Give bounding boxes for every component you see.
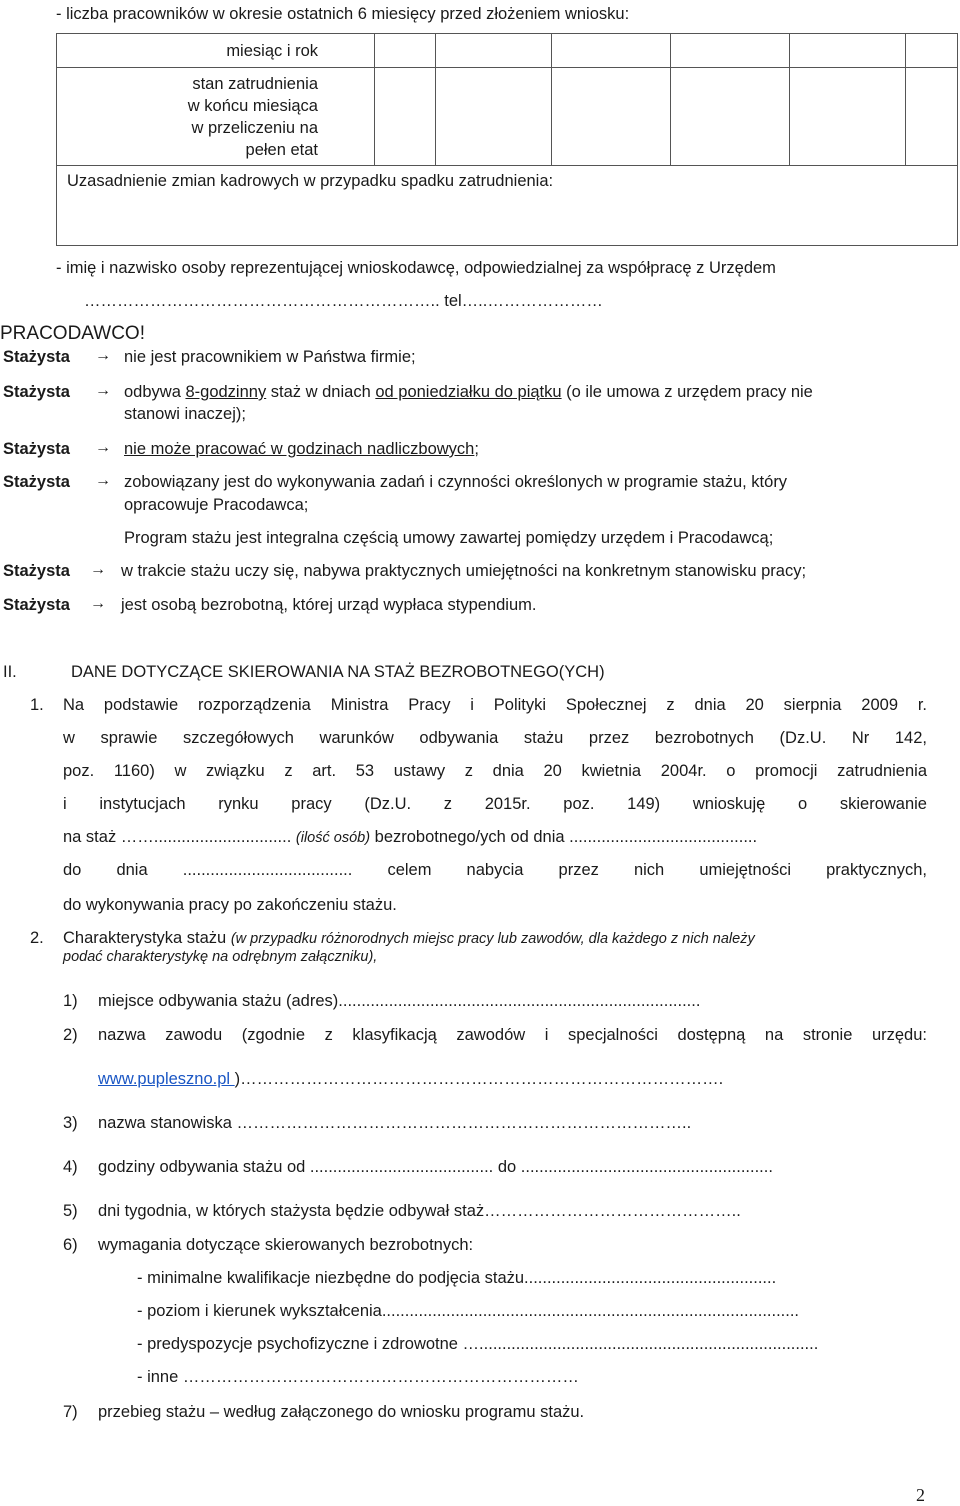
rule-text: stanowi inaczej);	[124, 405, 246, 423]
month-cell[interactable]	[552, 34, 671, 68]
paragraph-line: w sprawie szczegółowych warunków odbywania stażu przez bezrobotnych (Dz.U. Nr 142,	[63, 729, 927, 747]
employment-cell[interactable]	[552, 68, 671, 166]
intern-word: Stażysta	[3, 473, 70, 491]
paragraph-line: poz. 1160) w związku z art. 53 ustawy z dnia 20 kwietnia 2004r. o promocji zatrudnienia	[63, 762, 927, 780]
arrow-icon: →	[95, 382, 111, 399]
employment-label-line: w przeliczeniu na	[191, 118, 318, 137]
justification-label: Uzasadnienie zmian kadrowych w przypadku spadku zatrudnienia:	[67, 172, 554, 190]
start-date-field[interactable]: bezrobotnego/ych od dnia .........................................	[374, 828, 758, 846]
internship-address-field[interactable]: miejsce odbywania stażu (adres)...............................................................................	[98, 992, 701, 1010]
rule-text: w trakcie stażu uczy się, nabywa praktycznych umiejętności na konkretnym stanowisku pracy;	[121, 562, 807, 580]
characteristics-heading	[63, 929, 755, 948]
qualifications-field[interactable]: - minimalne kwalifikacje niezbędne do podjęcia stażu.......................................................	[137, 1269, 777, 1287]
rule-text	[124, 383, 813, 402]
month-cell[interactable]	[790, 34, 906, 68]
month-cell[interactable]	[906, 34, 958, 68]
characteristics-title: Charakterystyka stażu	[63, 929, 227, 947]
end-date-line[interactable]: do dnia ..................................... celem nabycia przez nich umiejętności praktycznych,	[63, 861, 927, 879]
section-title: DANE DOTYCZĄCE SKIEROWANIA NA STAŻ BEZROBOTNEGO(YCH)	[71, 663, 605, 681]
rule-fragment: staż w dniach	[266, 383, 376, 401]
employment-cell[interactable]	[671, 68, 790, 166]
rule-text: Program stażu jest integralna częścią umowy zawartej pomiędzy urzędem i Pracodawcą;	[124, 529, 774, 547]
characteristics-note: (w przypadku różnorodnych miejsc pracy lub zawodów, dla każdego z nich należy	[230, 931, 755, 947]
website-link[interactable]: www.pupleszno.pl	[98, 1070, 235, 1088]
employment-cell[interactable]	[436, 68, 552, 166]
item-number: 5)	[63, 1202, 78, 1220]
month-cell[interactable]	[671, 34, 790, 68]
position-name-field[interactable]: nazwa stanowiska ………………………………………………………………………..	[98, 1114, 692, 1132]
section-number: II.	[3, 663, 17, 681]
justification-cell[interactable]	[57, 166, 958, 246]
item-number: 7)	[63, 1403, 78, 1421]
arrow-icon: →	[95, 472, 111, 489]
arrow-icon: →	[95, 347, 111, 364]
paragraph-line: Na podstawie rozporządzenia Ministra Pracy i Polityki Społecznej z dnia 20 sierpnia 2009 r.	[63, 696, 927, 714]
intern-word: Stażysta	[3, 383, 70, 401]
rule-fragment: ;	[474, 440, 479, 458]
page-number: 2	[916, 1485, 925, 1505]
internship-course-line	[98, 1403, 584, 1422]
employment-label-line: stan zatrudnienia	[192, 74, 318, 93]
representative-label: - imię i nazwisko osoby reprezentującej wnioskodawcę, odpowiedzialnej za współpracę z Urzędem	[56, 259, 776, 277]
employment-label-line: pełen etat	[245, 140, 318, 159]
item-number: 2)	[63, 1026, 78, 1044]
profession-dots[interactable]: )…………………………………………………………………………….	[234, 1070, 724, 1088]
intern-word: Stażysta	[3, 348, 70, 366]
representative-line	[56, 259, 928, 278]
intern-word: Stażysta	[3, 440, 70, 458]
paragraph-number: 1.	[30, 696, 44, 714]
course-text: przebieg stażu	[98, 1403, 210, 1421]
hours-field[interactable]: godziny odbywania stażu od ........................................ do .......................................................	[98, 1158, 773, 1176]
rule-text: jest osobą bezrobotną, której urząd wypłaca stypendium.	[121, 596, 537, 614]
representative-dotted-line[interactable]: ……………………………………………………….. tel…..…………………	[84, 292, 603, 310]
requirements-label: wymagania dotyczące skierowanych bezrobotnych:	[98, 1236, 474, 1254]
month-cell[interactable]	[436, 34, 552, 68]
item-number: 6)	[63, 1236, 78, 1254]
employment-cell[interactable]	[790, 68, 906, 166]
count-hint: (ilość osób)	[295, 830, 371, 846]
rule-text: nie jest pracownikiem w Państwa firmie;	[124, 348, 416, 366]
rule-text: opracowuje Pracodawca;	[124, 496, 309, 514]
item-number: 3)	[63, 1114, 78, 1132]
rule-text: zobowiązany jest do wykonywania zadań i czynności określonych w programie stażu, który	[124, 473, 788, 491]
employment-label-line: w końcu miesiąca	[187, 96, 318, 115]
paragraph-line: do wykonywania pracy po zakończeniu stażu.	[63, 896, 397, 914]
item-number: 4)	[63, 1158, 78, 1176]
intern-word: Stażysta	[3, 596, 70, 614]
education-field[interactable]: - poziom i kierunek wykształcenia...........................................................................................	[137, 1302, 800, 1320]
paragraph-number: 2.	[30, 929, 44, 947]
rule-fragment: (o ile umowa z urzędem pracy nie	[561, 383, 813, 401]
employment-cell[interactable]	[906, 68, 958, 166]
arrow-icon: →	[90, 595, 106, 612]
characteristics-note: podać charakterystykę na odrębnym załączniku),	[63, 949, 378, 965]
staff-table	[56, 33, 958, 246]
intern-word: Stażysta	[3, 562, 70, 580]
health-field[interactable]: - predyspozycje psychofizyczne i zdrowotne …..........................................................................	[137, 1335, 819, 1353]
paragraph-line: i instytucjach rynku pracy (Dz.U. z 2015r. poz. 149) wnioskuję o skierowanie	[63, 795, 927, 813]
employer-heading: PRACODAWCO!	[0, 323, 145, 344]
intern-count-field[interactable]: na staż ……..............................	[63, 828, 292, 846]
arrow-icon: →	[90, 561, 106, 578]
month-cell[interactable]	[375, 34, 436, 68]
other-field[interactable]: - inne ………………………………………………………………	[137, 1368, 579, 1386]
employment-cell[interactable]	[375, 68, 436, 166]
profession-label: nazwa zawodu (zgodnie z klasyfikacją zawodów i specjalności dostępną na stronie urzędu:	[98, 1026, 927, 1044]
item-number: 1)	[63, 992, 78, 1010]
month-label-cell	[57, 34, 375, 68]
paragraph-line[interactable]	[63, 828, 757, 847]
rule-underlined: nie może pracować w godzinach nadliczbowych	[124, 440, 475, 458]
arrow-icon: →	[95, 439, 111, 456]
employee-count-heading: - liczba pracowników w okresie ostatnich 6 miesięcy przed złożeniem wniosku:	[56, 5, 630, 23]
profession-field[interactable]	[98, 1070, 723, 1089]
rule-text	[124, 440, 479, 459]
month-label: miesiąc i rok	[226, 41, 318, 60]
rule-underlined: 8-godzinny	[185, 383, 267, 401]
employment-label-cell	[57, 68, 375, 166]
rule-fragment: odbywa	[124, 383, 186, 401]
course-text: – według załączonego do wniosku programu stażu.	[209, 1403, 585, 1421]
rule-underlined: od poniedziałku do piątku	[375, 383, 562, 401]
weekdays-field[interactable]: dni tygodnia, w których stażysta będzie odbywał staż………………………………………..	[98, 1202, 741, 1220]
